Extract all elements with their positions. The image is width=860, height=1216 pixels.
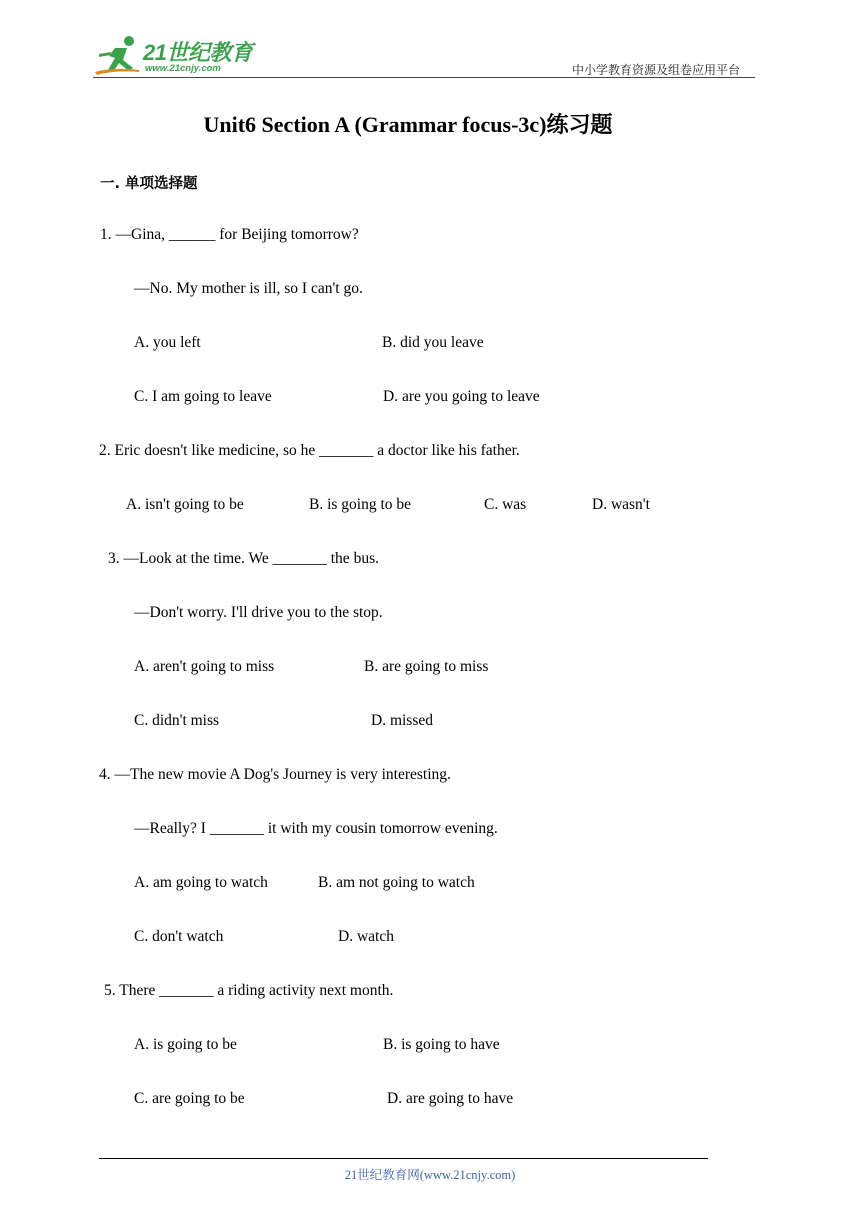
question-5-option-c: C. are going to be	[134, 1090, 245, 1107]
question-4-stem: 4. —The new movie A Dog's Journey is very interesting.	[99, 766, 451, 783]
question-3-option-d: D. missed	[371, 712, 433, 729]
runner-logo-icon	[93, 34, 145, 78]
question-5-option-d: D. are going to have	[387, 1090, 514, 1107]
question-3-stem: 3. —Look at the time. We _______ the bus.	[108, 550, 379, 567]
footer-divider	[99, 1158, 708, 1159]
section-heading: 一. 单项选择题	[100, 176, 198, 192]
logo-text: 21世纪教育	[143, 40, 253, 65]
question-4-option-a: A. am going to watch	[134, 874, 268, 891]
question-3-option-b: B. are going to miss	[364, 658, 489, 675]
question-3-option-a: A. aren't going to miss	[134, 658, 275, 675]
question-1-option-a: A. you left	[134, 334, 201, 351]
logo-url: www.21cnjy.com	[145, 63, 221, 74]
page-title: Unit6 Section A (Grammar focus-3c)练习题	[203, 112, 613, 137]
question-1-option-b: B. did you leave	[382, 334, 484, 351]
question-4-reply: —Really? I _______ it with my cousin tomorrow evening.	[134, 820, 498, 837]
question-4-option-d: D. watch	[338, 928, 394, 945]
question-5-option-a: A. is going to be	[134, 1036, 237, 1053]
question-4-option-c: C. don't watch	[134, 928, 224, 945]
question-2-option-d: D. wasn't	[592, 496, 650, 513]
question-5-option-b: B. is going to have	[383, 1036, 500, 1053]
question-1-reply: —No. My mother is ill, so I can't go.	[134, 280, 363, 297]
header-divider	[93, 77, 755, 78]
question-2-option-a: A. isn't going to be	[126, 496, 244, 513]
logo	[93, 34, 263, 78]
question-2-option-c: C. was	[484, 496, 527, 513]
question-3-option-c: C. didn't miss	[134, 712, 220, 729]
question-2-stem: 2. Eric doesn't like medicine, so he _______ a doctor like his father.	[99, 442, 520, 459]
question-2-option-b: B. is going to be	[309, 496, 412, 513]
question-1-option-d: D. are you going to leave	[383, 388, 540, 405]
question-5-stem: 5. There _______ a riding activity next month.	[104, 982, 394, 999]
footer-link[interactable]: 21世纪教育网(www.21cnjy.com)	[344, 1168, 516, 1182]
question-1-stem: 1. —Gina, ______ for Beijing tomorrow?	[100, 226, 359, 243]
question-4-option-b: B. am not going to watch	[318, 874, 475, 891]
question-3-reply: —Don't worry. I'll drive you to the stop.	[134, 604, 383, 621]
header-tagline: 中小学教育资源及组卷应用平台	[572, 63, 741, 77]
question-1-option-c: C. I am going to leave	[134, 388, 272, 405]
